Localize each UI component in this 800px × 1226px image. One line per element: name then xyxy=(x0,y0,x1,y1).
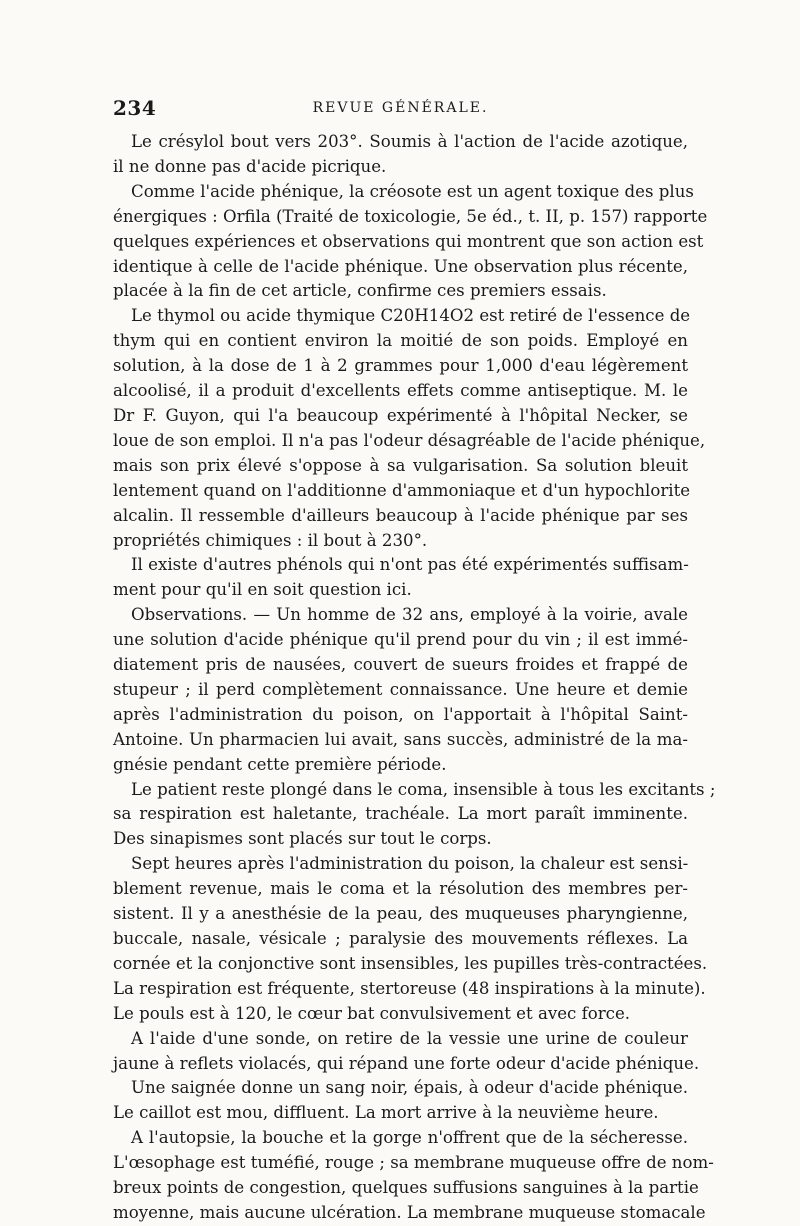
text-line: L'œsophage est tuméfié, rouge ; sa membrane muqueuse offre de nom- xyxy=(113,1153,714,1173)
text-line: cornée et la conjonctive sont insensibles, les pupilles très-contractées. xyxy=(113,953,708,973)
text-line: buccale, nasale, vésicale ; paralysie des mouvements réflexes. La xyxy=(113,929,688,948)
text-line: alcalin. Il ressemble d'ailleurs beaucoup à l'acide phénique par ses xyxy=(113,505,688,525)
text-line: jaune à reflets violacés, qui répand une forte odeur d'acide phénique. xyxy=(113,1053,700,1073)
text-line: après l'administration du poison, on l'apportait à l'hôpital Saint- xyxy=(113,704,688,724)
text-line: moyenne, mais aucune ulcération. La membrane muqueuse stomacale xyxy=(113,1202,706,1222)
text-line: stupeur ; il perd complètement connaissance. Une heure et demie xyxy=(113,679,688,699)
text-line: gnésie pendant cette première période. xyxy=(113,754,447,774)
text-line: lentement quand on l'additionne d'ammoniaque et d'un hypochlorite xyxy=(113,480,691,500)
text-line: Dr F. Guyon, qui l'a beaucoup expérimenté à l'hôpital Necker, se xyxy=(113,405,688,425)
text-line: breux points de congestion, quelques suffusions sanguines à la partie xyxy=(113,1178,699,1198)
text-line: Des sinapismes sont placés sur tout le corps. xyxy=(113,829,492,849)
text-line: Sept heures après l'administration du poison, la chaleur est sensi- xyxy=(131,854,689,874)
text-line: sa respiration est haletante, trachéale. La mort paraît imminente. xyxy=(113,804,688,824)
page-header xyxy=(113,96,688,124)
text-line: Le crésylol bout vers 203°. Soumis à l'action de l'acide azotique, xyxy=(131,132,688,151)
text-line: une solution d'acide phénique qu'il prend pour du vin ; il est immé- xyxy=(113,630,688,650)
text-line: A l'autopsie, la bouche et la gorge n'offrent que de la sécheresse. xyxy=(131,1128,688,1148)
text-line: thym qui en contient environ la moitié de son poids. Employé en xyxy=(113,331,688,351)
text-line: diatement pris de nausées, couvert de sueurs froides et frappé de xyxy=(113,655,688,675)
text-line: Il existe d'autres phénols qui n'ont pas été expérimentés suffisam- xyxy=(131,555,689,575)
text-line: Une saignée donne un sang noir, épais, à odeur d'acide phénique. xyxy=(131,1078,688,1098)
text-line: Le thymol ou acide thymique C20H14O2 est retiré de l'essence de xyxy=(131,306,691,326)
page-number: 234 xyxy=(113,96,157,120)
text-line: identique à celle de l'acide phénique. Une observation plus récente, xyxy=(113,256,688,276)
text-line: ment pour qu'il en soit question ici. xyxy=(113,580,412,600)
text-line: A l'aide d'une sonde, on retire de la vessie une urine de couleur xyxy=(131,1028,688,1048)
text-line: Comme l'acide phénique, la créosote est un agent toxique des plus xyxy=(131,181,694,201)
text-line: blement revenue, mais le coma et la résolution des membres per- xyxy=(113,879,688,899)
text-line: Observations. — Un homme de 32 ans, employé à la voirie, avale xyxy=(131,605,688,625)
text-line: quelques expériences et observations qui montrent que son action est xyxy=(113,231,704,251)
text-line: Antoine. Un pharmacien lui avait, sans succès, administré de la ma- xyxy=(113,729,688,749)
text-line: il ne donne pas d'acide picrique. xyxy=(113,156,387,176)
text-line: Le patient reste plongé dans le coma, insensible à tous les excitants ; xyxy=(131,779,716,799)
text-line: solution, à la dose de 1 à 2 grammes pour 1,000 d'eau légèrement xyxy=(113,356,688,376)
text-line: Le pouls est à 120, le cœur bat convulsivement et avec force. xyxy=(113,1003,631,1023)
text-line: La respiration est fréquente, stertoreuse (48 inspirations à la minute). xyxy=(113,978,706,998)
text-line: propriétés chimiques : il bout à 230°. xyxy=(113,530,428,550)
text-line: placée à la fin de cet article, confirme ces premiers essais. xyxy=(113,281,607,301)
body-text xyxy=(113,130,716,1226)
text-line: loue de son emploi. Il n'a pas l'odeur désagréable de l'acide phénique, xyxy=(113,430,706,450)
running-head: REVUE GÉNÉRALE. xyxy=(312,100,489,116)
text-line: sistent. Il y a anesthésie de la peau, des muqueuses pharyngienne, xyxy=(113,904,688,924)
text-line: mais son prix élevé s'oppose à sa vulgarisation. Sa solution bleuit xyxy=(113,455,688,475)
text-line: alcoolisé, il a produit d'excellents effets comme antiseptique. M. le xyxy=(113,381,688,401)
text-line: Le caillot est mou, diffluent. La mort arrive à la neuvième heure. xyxy=(113,1103,659,1123)
text-line: énergiques : Orfila (Traité de toxicologie, 5e éd., t. II, p. 157) rapporte xyxy=(113,206,708,226)
